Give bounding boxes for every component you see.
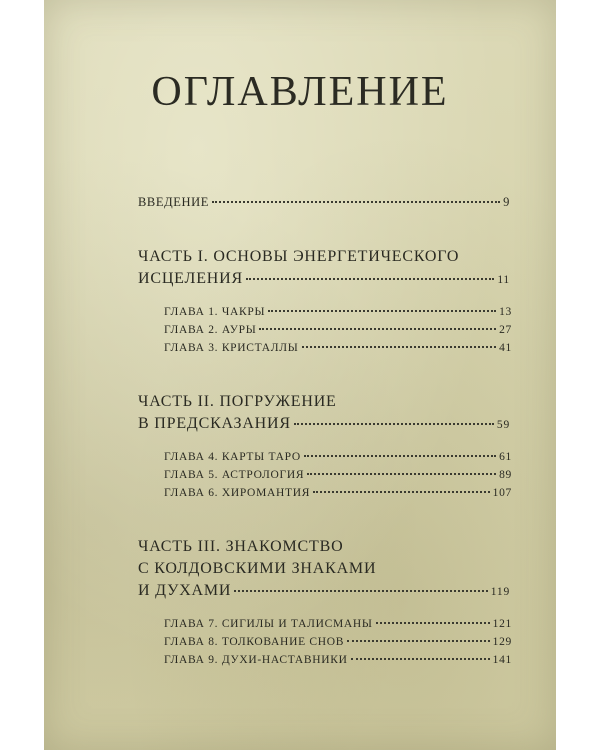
dot-leader xyxy=(294,423,494,425)
chapter-entry xyxy=(164,303,512,321)
chapter-page: 129 xyxy=(492,636,512,648)
chapter-entry xyxy=(164,633,512,651)
chapter-label: ГЛАВА 6. ХИРОМАНТИЯ xyxy=(164,487,311,499)
part-page: 119 xyxy=(490,586,510,598)
chapter-list xyxy=(164,303,512,357)
chapter-list xyxy=(164,615,512,669)
chapter-label: ГЛАВА 8. ТОЛКОВАНИЕ СНОВ xyxy=(164,636,345,648)
chapter-page: 41 xyxy=(499,342,512,354)
part-page: 59 xyxy=(496,419,510,431)
part-heading-last-line xyxy=(138,268,510,291)
part-heading-last-line xyxy=(138,413,510,436)
dot-leader xyxy=(313,491,490,493)
part-heading-label: И ДУХАМИ xyxy=(138,582,232,599)
toc-part-2 xyxy=(138,391,510,502)
chapter-entry xyxy=(164,484,512,502)
chapter-label: ГЛАВА 4. КАРТЫ ТАРО xyxy=(164,451,301,463)
chapter-entry xyxy=(164,321,512,339)
table-of-contents xyxy=(138,192,510,669)
chapter-page: 27 xyxy=(499,324,512,336)
toc-part-3 xyxy=(138,536,510,669)
chapter-entry xyxy=(164,339,512,357)
dot-leader xyxy=(212,201,500,203)
chapter-list xyxy=(164,448,512,502)
dot-leader xyxy=(304,455,496,457)
chapter-label: ГЛАВА 2. АУРЫ xyxy=(164,324,257,336)
chapter-label: ГЛАВА 5. АСТРОЛОГИЯ xyxy=(164,469,305,481)
part-heading-line: ЧАСТЬ III. ЗНАКОМСТВО xyxy=(138,538,344,555)
chapter-entry xyxy=(164,466,512,484)
chapter-page: 13 xyxy=(499,306,512,318)
dot-leader xyxy=(268,310,496,312)
dot-leader xyxy=(246,278,494,280)
chapter-label: ГЛАВА 1. ЧАКРЫ xyxy=(164,306,266,318)
dot-leader xyxy=(376,622,490,624)
toc-entry-intro xyxy=(138,192,510,212)
dot-leader xyxy=(259,328,496,330)
dot-leader xyxy=(307,473,496,475)
part-heading-last-line xyxy=(138,580,510,603)
chapter-page: 141 xyxy=(492,654,512,666)
chapter-page: 107 xyxy=(492,487,512,499)
chapter-page: 121 xyxy=(492,618,512,630)
chapter-page: 89 xyxy=(499,469,512,481)
dot-leader xyxy=(347,640,490,642)
page-title: ОГЛАВЛЕНИЕ xyxy=(151,69,449,115)
book-page xyxy=(44,0,556,750)
part-heading-line: ЧАСТЬ II. ПОГРУЖЕНИЕ xyxy=(138,393,337,410)
chapter-entry xyxy=(164,448,512,466)
toc-entry-label: ВВЕДЕНИЕ xyxy=(138,195,209,209)
toc-part-1 xyxy=(138,246,510,357)
part-heading-line: ЧАСТЬ I. ОСНОВЫ ЭНЕРГЕТИЧЕСКОГО xyxy=(138,248,460,265)
part-page: 11 xyxy=(497,274,510,286)
chapter-label: ГЛАВА 3. КРИСТАЛЛЫ xyxy=(164,342,299,354)
part-heading-line: С КОЛДОВСКИМИ ЗНАКАМИ xyxy=(138,560,377,577)
chapter-page: 61 xyxy=(499,451,512,463)
toc-entry-page: 9 xyxy=(503,195,510,209)
dot-leader xyxy=(351,658,490,660)
part-heading-label: ИСЦЕЛЕНИЯ xyxy=(138,270,243,287)
chapter-label: ГЛАВА 9. ДУХИ-НАСТАВНИКИ xyxy=(164,654,348,666)
dot-leader xyxy=(234,590,487,592)
chapter-label: ГЛАВА 7. СИГИЛЫ И ТАЛИСМАНЫ xyxy=(164,618,373,630)
part-heading-label: В ПРЕДСКАЗАНИЯ xyxy=(138,415,291,432)
dot-leader xyxy=(302,346,497,348)
chapter-entry xyxy=(164,615,512,633)
chapter-entry xyxy=(164,651,512,669)
